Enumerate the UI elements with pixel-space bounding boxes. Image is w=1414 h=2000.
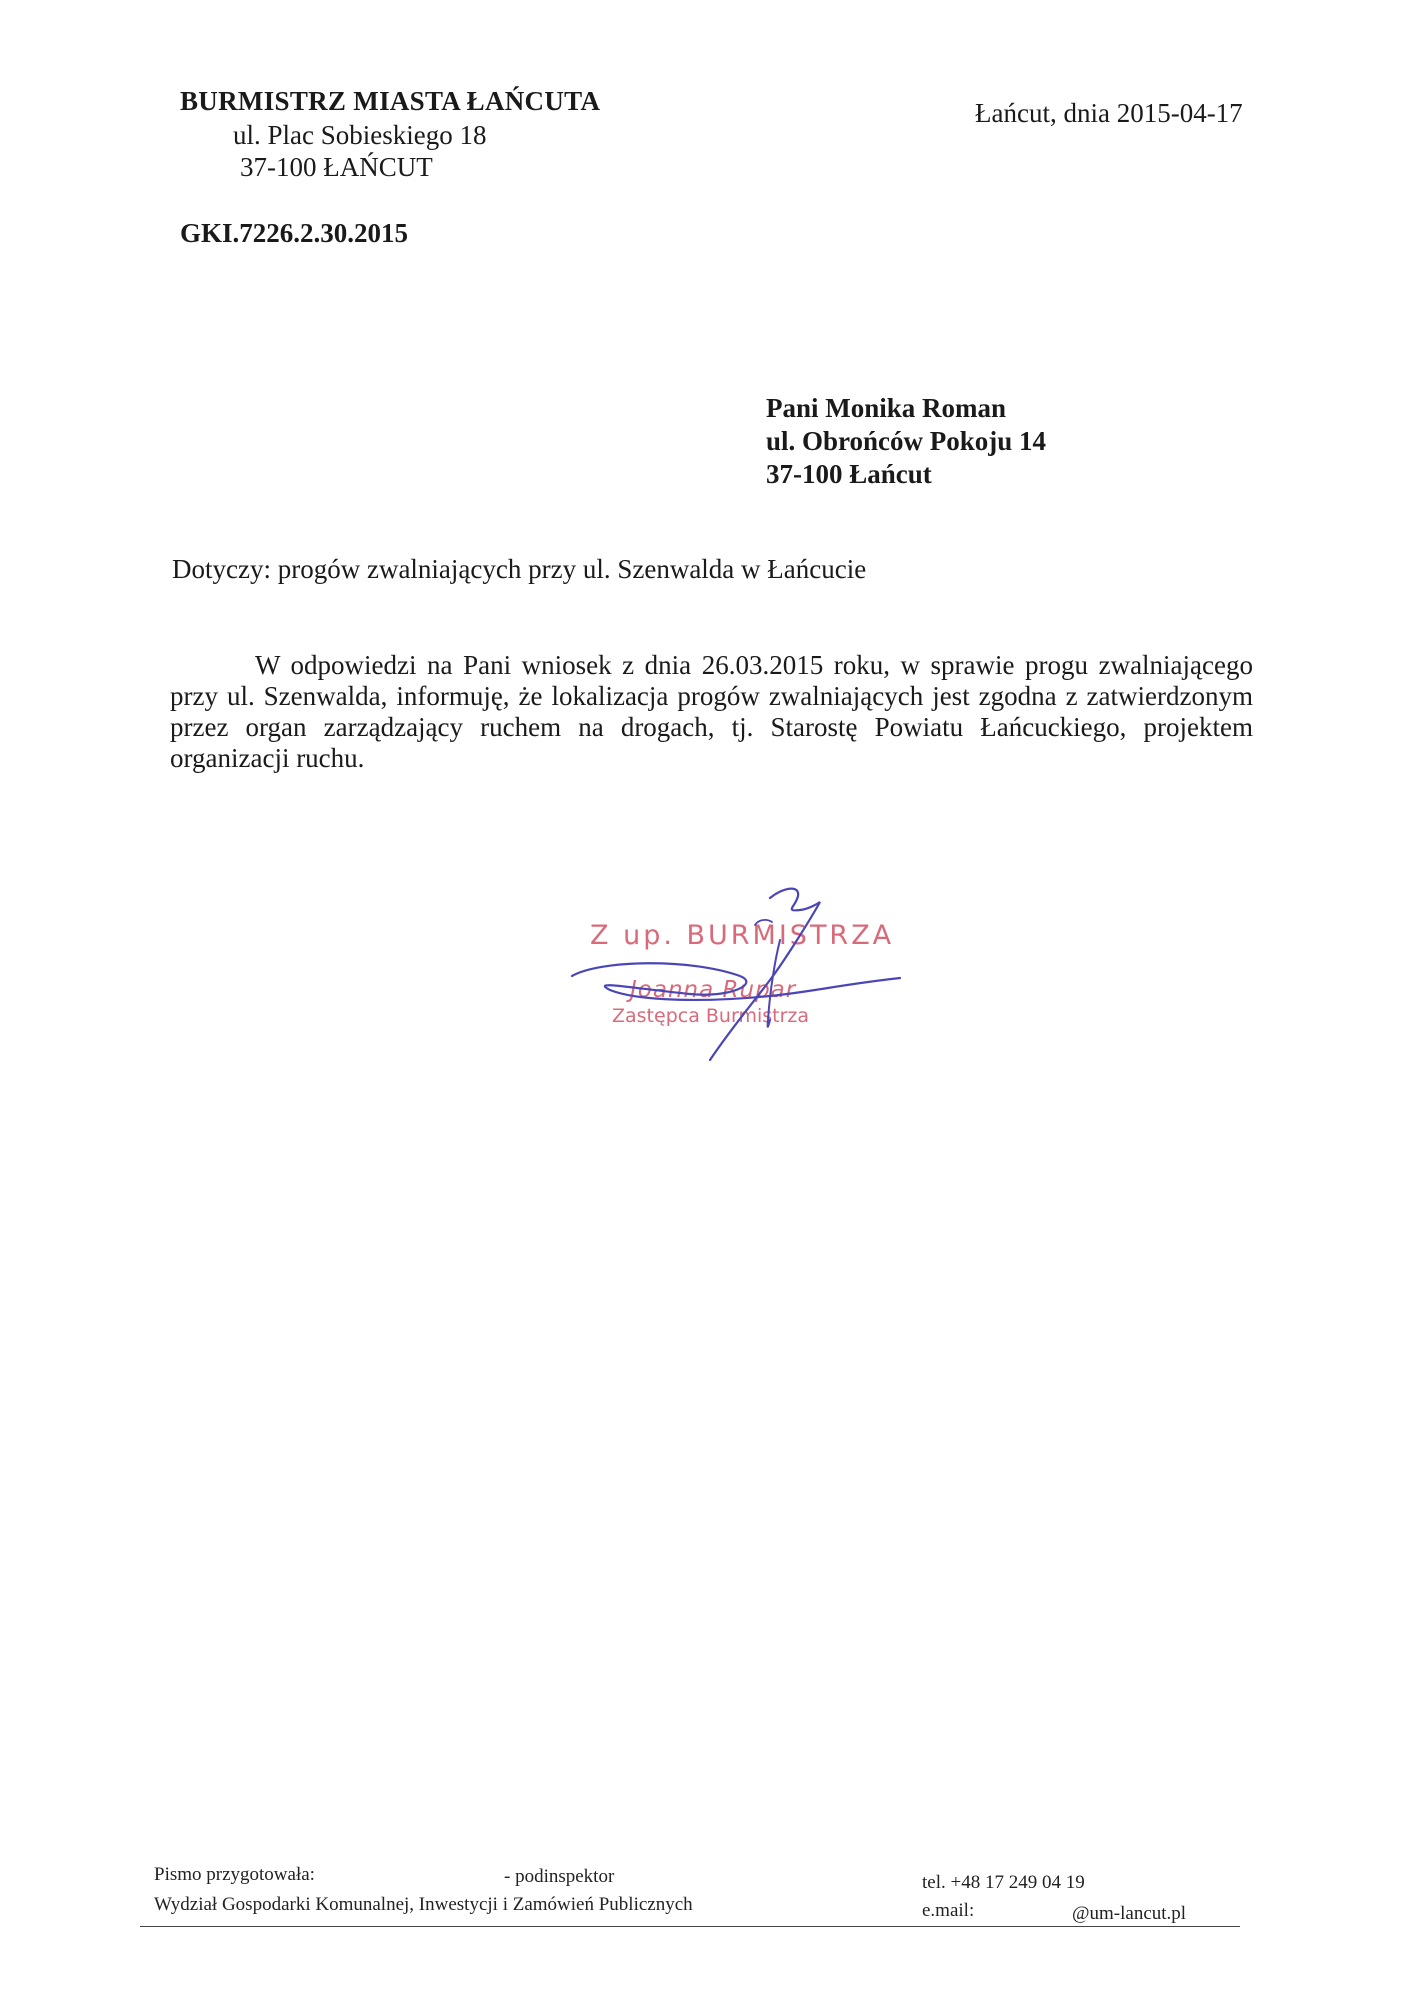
- signature-stroke: [572, 963, 900, 1000]
- place-date: Łańcut, dnia 2015-04-17: [975, 98, 1243, 128]
- footer-role: - podinspektor: [504, 1866, 615, 1887]
- footer-department: Wydział Gospodarki Komunalnej, Inwestycji i Zamówień Publicznych: [154, 1894, 693, 1915]
- signature-stroke: [710, 889, 820, 1060]
- subject-line: Dotyczy: progów zwalniających przy ul. Szenwalda w Łańcucie: [172, 554, 867, 584]
- reference-number: GKI.7226.2.30.2015: [180, 218, 409, 248]
- official-stamp: [570, 880, 930, 1100]
- signature-stroke: [755, 920, 772, 925]
- stamp-authorization: Z up. BURMISTRZA: [590, 920, 895, 951]
- recipient-name: Pani Monika Roman: [766, 393, 1007, 423]
- recipient-city: 37-100 Łańcut: [766, 459, 932, 489]
- sender-street: ul. Plac Sobieskiego 18: [233, 120, 487, 150]
- stamp-signatory-name: Joanna Rupar: [630, 977, 797, 1003]
- footer-email-label: e.mail:: [922, 1900, 975, 1921]
- stamp-signatory-title: Zastępca Burmistrza: [612, 1005, 810, 1027]
- recipient-street: ul. Obrońców Pokoju 14: [766, 426, 1047, 456]
- letter-body: W odpowiedzi na Pani wniosek z dnia 26.03.2015 roku, w sprawie progu zwalniającego przy ul. Szenwalda, informuję, że lokalizacja progów zwalniających jest zgodna z zatwierdzonym przez organ zarządzający ruchem na drogach, tj. Starostę Powiatu Łańcuckiego, projektem organizacji ruchu.: [170, 650, 1253, 773]
- signature-stroke: [768, 940, 780, 1027]
- footer-prepared-by: Pismo przygotowała:: [154, 1864, 315, 1885]
- sender-name: BURMISTRZ MIASTA ŁAŃCUTA: [180, 86, 601, 116]
- footer-phone: tel. +48 17 249 04 19: [922, 1872, 1085, 1893]
- sender-city: 37-100 ŁAŃCUT: [240, 152, 433, 182]
- footer-email: @um-lancut.pl: [1072, 1903, 1187, 1924]
- footer-rule: [140, 1926, 1240, 1927]
- handwritten-signature: [570, 880, 930, 1100]
- recipient-address: [766, 392, 1046, 491]
